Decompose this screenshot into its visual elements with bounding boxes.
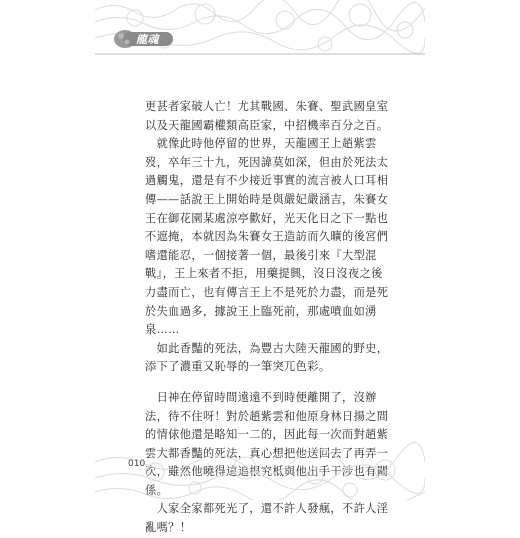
paragraph: 就像此時他停留的世界，天龍國王上趙紫雲歿，卒年三十九，死因諱莫如深，但由於死法太過觸鬼，還是有不少接近事實的流言被人口耳相傳——話說王上開始時是與嚴妃嚴涵吉，朱賽女王在御花園某處涼亭歡好，光天化日之下一點也不遮掩，本就因為朱賽女王造訪而久曠的後宮們嗜還能忍，一個接著一個，最後引來『大型混戰』，王上來者不拒，用藥提興，沒日沒夜之後力盡而亡，也有傳言王上不是死於力盡，而是死於失血過多，據說王上臨死前，那處噴血如湧泉…… (145, 137, 389, 337)
paragraph: 人家全家都死光了，還不許人發瘋，不許人淫亂嗎？！ (145, 502, 389, 535)
chapter-title: 龍魂 (136, 33, 159, 46)
paragraph: 如此香豔的死法，為豐古大陸天龍國的野史，添下了濃重又恥辱的一筆突兀色彩。 (145, 341, 389, 374)
page-number: 010 (128, 459, 146, 469)
section-break (145, 377, 390, 389)
paragraph: 更甚者家破人亡！尤其戰國、朱賽、聖武國皇室以及天龍國霸權類高臣家，中招機率百分之百。 (145, 100, 389, 132)
paragraph: 日神在停留時間遠遠不到時便離開了，沒辦法，待不住呀！對於趙紫雲和他原身林日揚之間的情俅他還是略知一二的，因此每一次而對趙紫雲大都香豔的死法，真心想把他送回去了再弄一次，雖然他曉得這追根究柢與他出手干涉也有關係。 (145, 390, 389, 497)
